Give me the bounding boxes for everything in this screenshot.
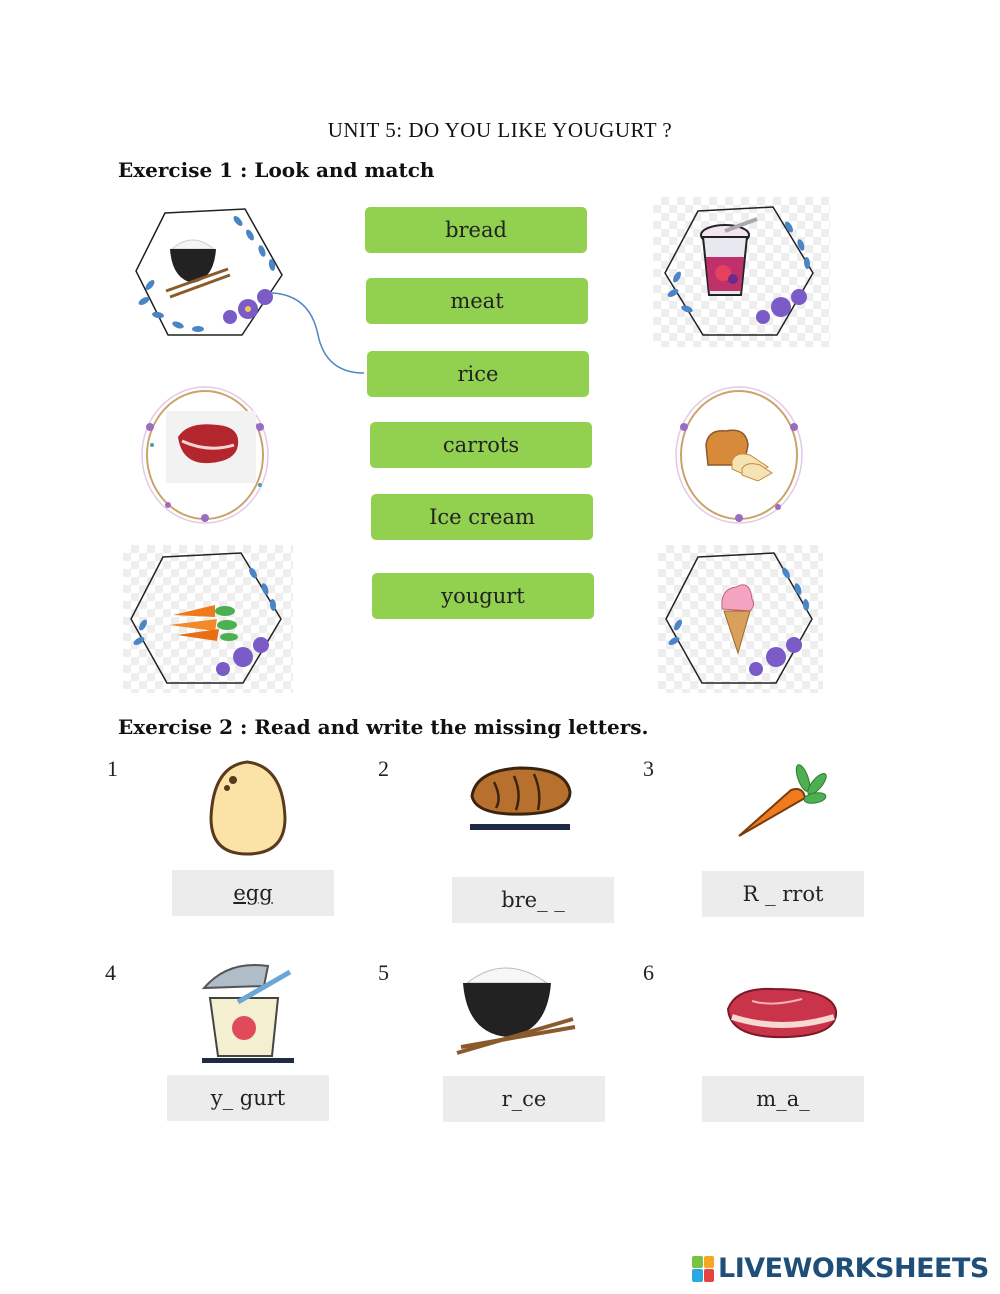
answer-text-3: R _ rrot — [742, 882, 824, 906]
answer-box-2[interactable] — [452, 877, 614, 923]
ice-cream-cone-icon — [658, 545, 823, 693]
steak-icon — [138, 385, 273, 525]
item-number-2: 2 — [378, 756, 389, 781]
worksheet-title: UNIT 5: DO YOU LIKE YOUGURT ? — [327, 118, 673, 142]
carrots-icon — [123, 545, 293, 693]
logo-badge-icon — [692, 1256, 714, 1282]
answer-text-4: y_ gurt — [210, 1086, 286, 1110]
meat-icon — [722, 983, 842, 1041]
bread-loaf-icon — [670, 385, 808, 525]
bread-loaf-icon — [466, 762, 574, 834]
answer-text-1: egg — [233, 881, 273, 905]
word-button-carrots[interactable]: carrots — [370, 422, 592, 468]
yogurt-cup-icon — [653, 197, 830, 347]
word-button-yougurt[interactable]: yougurt — [372, 573, 594, 619]
answer-box-1[interactable] — [172, 870, 334, 916]
item-number-6: 6 — [643, 960, 654, 985]
answer-box-6[interactable] — [702, 1076, 864, 1122]
word-button-ice-cream[interactable]: Ice cream — [371, 494, 593, 540]
answer-box-4[interactable] — [167, 1075, 329, 1121]
exercise-1-heading: Exercise 1 : Look and match — [118, 158, 435, 182]
item-number-5: 5 — [378, 960, 389, 985]
rice-bowl-icon — [455, 955, 580, 1057]
item-number-1: 1 — [107, 756, 118, 781]
rice-bowl-icon — [130, 205, 290, 340]
answer-box-3[interactable] — [702, 871, 864, 917]
item-number-4: 4 — [105, 960, 116, 985]
word-button-rice[interactable]: rice — [367, 351, 589, 397]
answer-text-6: m_a_ — [756, 1087, 810, 1111]
egg-icon — [205, 758, 290, 858]
word-button-meat[interactable]: meat — [366, 278, 588, 324]
answer-text-2: bre_ _ — [501, 888, 565, 912]
exercise-2-heading: Exercise 2 : Read and write the missing letters. — [118, 715, 649, 739]
word-button-bread[interactable]: bread — [365, 207, 587, 253]
brand-name: LIVEWORKSHEETS — [718, 1253, 989, 1284]
carrot-icon — [733, 760, 833, 842]
liveworksheets-logo — [692, 1253, 989, 1284]
item-number-3: 3 — [643, 756, 654, 781]
answer-box-5[interactable] — [443, 1076, 605, 1122]
match-line[interactable] — [270, 285, 370, 380]
yogurt-cup-icon — [198, 958, 298, 1066]
answer-text-5: r_ce — [501, 1087, 547, 1111]
